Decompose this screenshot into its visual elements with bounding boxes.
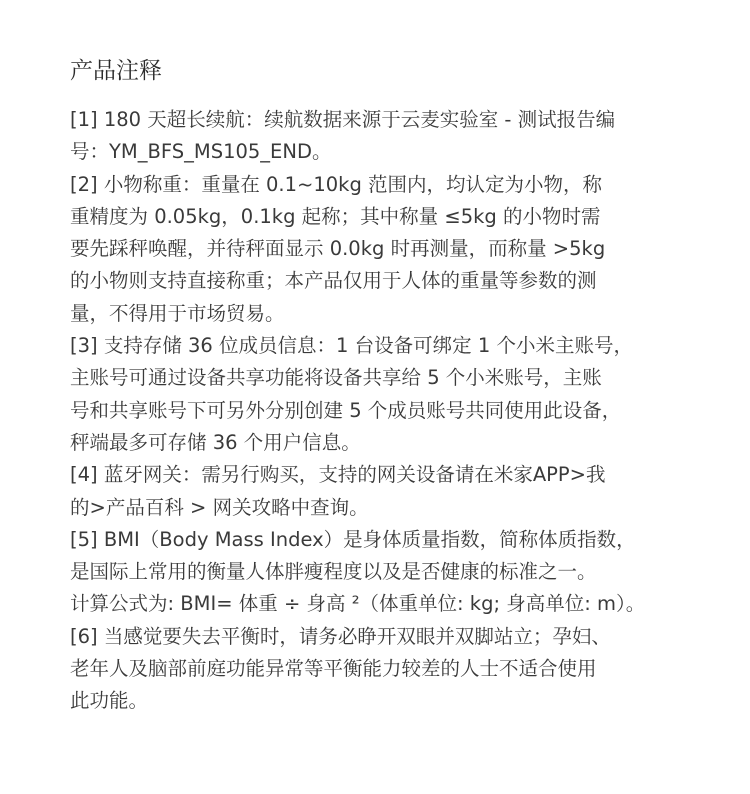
note-line: [2] 小物称重：重量在 0.1~10kg 范围内，均认定为小物，称 [70, 172, 603, 196]
note-line: 是国际上常用的衡量人体胖瘦程度以及是否健康的标准之一。 [70, 560, 597, 584]
note-line: 号和共享账号下可另外分别创建 5 个成员账号共同使用此设备， [70, 398, 622, 422]
note-line: [6] 当感觉要失去平衡时，请务必睁开双眼并双脚站立；孕妇、 [70, 624, 611, 648]
note-line: 量，不得用于市场贸易。 [70, 301, 285, 325]
note-line: 此功能。 [70, 689, 149, 713]
notes-list [70, 104, 695, 718]
note-line: 号：YM_BFS_MS105_END。 [70, 140, 332, 164]
note-line: 的>产品百科 > 网关攻略中查询。 [70, 495, 369, 519]
note-line: 计算公式为: BMI= 体重 ÷ 身高 ²（体重单位: kg; 身高单位: m）。 [70, 592, 646, 616]
page-title: 产品注释 [70, 58, 162, 84]
note-line: 秤端最多可存储 36 个用户信息。 [70, 430, 361, 454]
note-line: [1] 180 天超长续航：续航数据来源于云麦实验室 - 测试报告编 [70, 108, 616, 131]
note-line: [4] 蓝牙网关：需另行购买，支持的网关设备请在米家APP>我 [70, 463, 606, 487]
note-line: 重精度为 0.05kg，0.1kg 起称；其中称量 ≤5kg 的小物时需 [70, 204, 601, 228]
note-line: [3] 支持存储 36 位成员信息：1 台设备可绑定 1 个小米主账号， [70, 334, 633, 358]
note-line: 主账号可通过设备共享功能将设备共享给 5 个小米账号，主账 [70, 366, 602, 390]
note-line: 老年人及脑部前庭功能异常等平衡能力较差的人士不适合使用 [70, 657, 597, 681]
note-line: 要先踩秤唤醒，并待秤面显示 0.0kg 时再测量，而称量 >5kg [70, 237, 606, 261]
note-line: 的小物则支持直接称重；本产品仅用于人体的重量等参数的测 [70, 269, 597, 293]
note-line: [5] BMI（Body Mass Index）是身体质量指数，简称体质指数， [70, 527, 636, 551]
